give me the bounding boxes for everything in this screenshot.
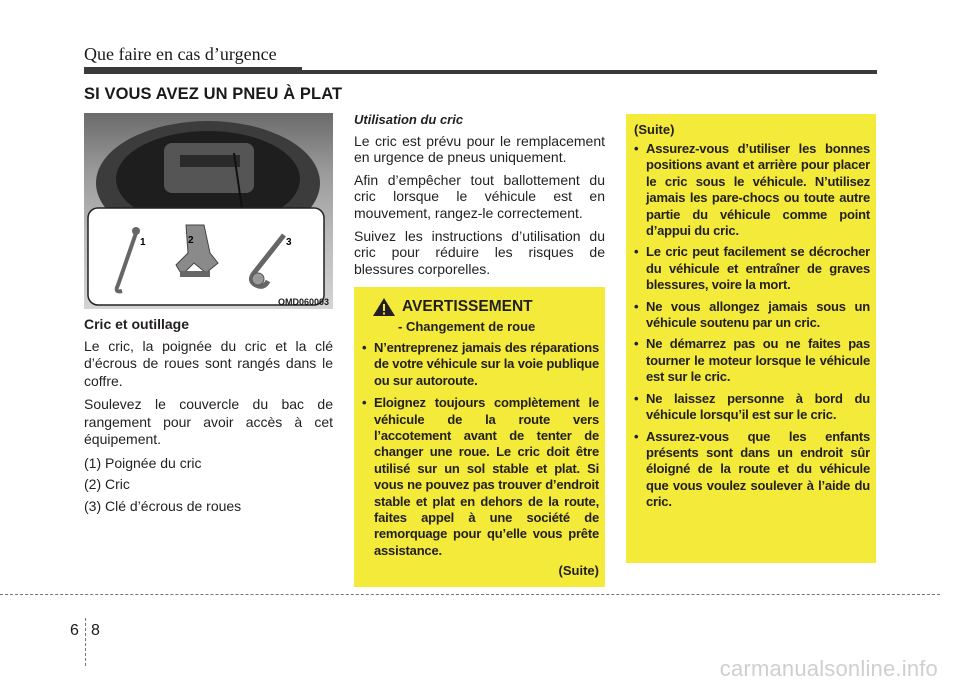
section-title: SI VOUS AVEZ UN PNEU À PLAT [84,85,343,103]
warning-item: • Eloignez toujours complètement le véhicule de la route vers l’accotement avant de tenter de changer une roue. Le cric doit être utilisé sur un sol stable et plat. Si vous ne pouvez pas trouver d’endroit stable et plat en dehors de la route, faites appel à une société de remorquage pour qu’elle vous prête assistance. [362,395,599,559]
continued-item: • Ne démarrez pas ou ne faites pas tourner le moteur lorsque le véhicule est sur le cric. [634,336,870,385]
jack-usage-paragraph-3: Suivez les instructions d’utilisation du cric pour réduire les risques de blessures corporelles. [354,227,605,277]
figure-callouts [84,113,333,309]
continued-item: • Assurez-vous que les enfants présents sont dans un endroit sûr éloigné de la route et du véhicule que vous voulez soulever à l’aide du cric. [634,429,870,511]
page-number: 8 [91,622,100,639]
callout-1: 1 [140,237,146,248]
tools-subtitle: Cric et outillage [84,316,190,332]
continued-item: • Ne vous allongez jamais sous un véhicule soutenu par un cric. [634,299,870,332]
tools-paragraph-1: Le cric, la poignée du cric et la clé d’écrous de roues sont rangés dans le coffre. [84,337,333,389]
continued-list [634,141,870,511]
jack-usage-paragraph-1: Le cric est prévu pour le remplacement en urgence de pneus uniquement. [354,132,605,166]
tools-item-3: (3) Clé d’écrous de roues [84,497,242,514]
continued-item: • Ne laissez personne à bord du véhicule lorsqu’il est sur le cric. [634,391,870,424]
figure-code: OMD060003 [277,297,329,307]
callout-2: 2 [188,235,194,246]
page-chapter-number: 6 [70,622,79,639]
continued-item: • Le cric peut facilement se décrocher du véhicule et entraîner de graves blessures, voire la mort. [634,244,870,293]
warning-item: • N’entreprenez jamais des réparations de votre véhicule sur la voie publique ou sur autoroute. [362,340,599,389]
watermark: carmanualsonline.info [719,656,938,681]
continued-heading: (Suite) [634,122,675,137]
footer-divider [85,618,86,666]
warning-continued-box [626,114,876,563]
warning-continued: (Suite) [558,563,599,579]
warning-header [362,297,599,317]
warning-title: AVERTISSEMENT [402,298,533,315]
footer-rule [0,594,940,595]
tools-paragraph-2: Soulevez le couvercle du bac de rangement pour avoir accès à cet équipement. [84,396,333,447]
tools-item-1: (1) Poignée du cric [84,454,202,471]
header-rule [84,70,877,74]
warning-subtitle: - Changement de roue [398,319,536,334]
warning-box [354,287,605,587]
jack-usage-column [354,112,605,283]
warning-triangle-icon [372,297,396,317]
jack-usage-paragraph-2: Afin d’empêcher tout ballottement du cric lorsque le véhicule est en mouvement, rangez-le correctement. [354,171,605,221]
tools-column [84,316,333,519]
jack-usage-subtitle: Utilisation du cric [354,112,464,127]
trunk-tools-figure [84,113,333,309]
chapter-title: Que faire en cas d’urgence [84,44,277,64]
tools-item-2: (2) Cric [84,476,130,492]
continued-item: • Assurez-vous d’utiliser les bonnes positions avant et arrière pour placer le cric sous le véhicule. N’utilisez jamais les pare-chocs ou toute autre partie du véhicule comme point d’appui du cric. [634,141,870,239]
warning-list [362,340,599,559]
callout-3: 3 [286,237,292,248]
